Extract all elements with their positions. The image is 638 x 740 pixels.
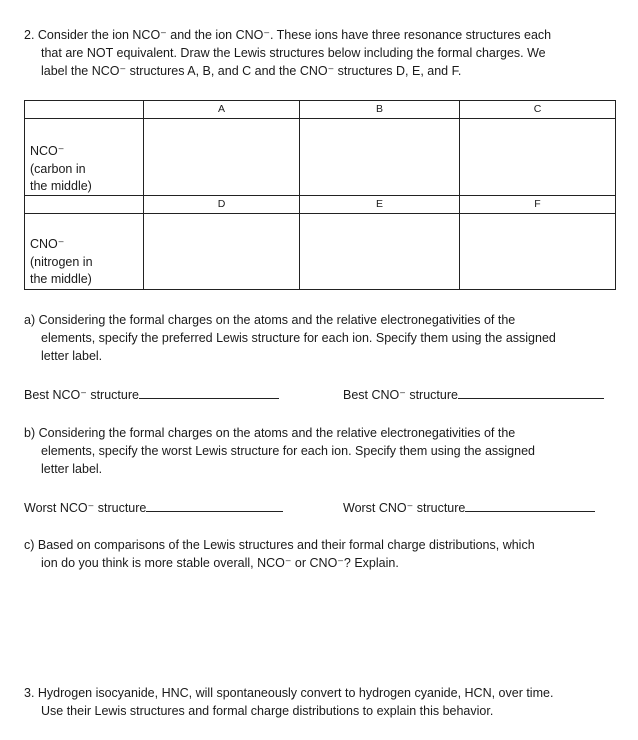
worst-nco-label: Worst NCO⁻ structure <box>24 501 147 515</box>
part-a-line-1: a) Considering the formal charges on the atoms and the relative electronegativities of the <box>24 313 516 327</box>
row1-header-divider <box>25 118 143 119</box>
part-a <box>24 311 556 365</box>
column-d <box>143 196 299 289</box>
header-a: A <box>144 101 299 119</box>
part-c-line-2: ion do you think is more stable overall, NCO⁻ or CNO⁻? Explain. <box>41 556 399 570</box>
header-b: B <box>300 101 459 119</box>
best-cno-blank[interactable] <box>458 386 604 399</box>
best-nco-blank[interactable] <box>139 386 279 399</box>
part-c <box>24 536 535 572</box>
row-label-nco-line-3: the middle) <box>30 179 92 193</box>
question-2-line-2: that are NOT equivalent. Draw the Lewis structures below including the formal charges. We <box>41 46 546 60</box>
question-3 <box>24 684 553 720</box>
column-c <box>459 101 615 195</box>
row2-header-divider <box>25 213 143 214</box>
row-label-nco-line-1: NCO⁻ <box>30 144 65 158</box>
row-label-nco <box>30 143 92 196</box>
best-nco-label: Best NCO⁻ structure <box>24 388 139 402</box>
table-row-nco <box>24 100 616 196</box>
question-3-line-1: 3. Hydrogen isocyanide, HNC, will spontaneously convert to hydrogen cyanide, HCN, over time. <box>24 686 554 700</box>
worst-nco-blank[interactable] <box>146 499 283 512</box>
row-label-nco-line-2: (carbon in <box>30 161 86 176</box>
part-b-line-3: letter label. <box>41 462 103 476</box>
part-a-line-3: letter label. <box>41 349 103 363</box>
part-b-line-2: elements, specify the worst Lewis structure for each ion. Specify them using the assigned <box>41 444 535 458</box>
header-d: D <box>144 196 299 214</box>
question-2-line-1: 2. Consider the ion NCO⁻ and the ion CNO⁻. These ions have three resonance structures each <box>24 28 552 42</box>
worst-nco-answer <box>24 499 283 517</box>
header-e: E <box>300 196 459 214</box>
row-label-cno-line-1: CNO⁻ <box>30 237 65 251</box>
part-a-line-2: elements, specify the preferred Lewis structure for each ion. Specify them using the assigned <box>41 331 556 345</box>
resonance-table <box>24 100 616 290</box>
best-nco-answer <box>24 386 279 404</box>
header-f: F <box>460 196 615 214</box>
question-2 <box>24 26 551 80</box>
part-c-line-1: c) Based on comparisons of the Lewis structures and their formal charge distributions, which <box>24 538 535 552</box>
column-b <box>299 101 459 195</box>
part-b <box>24 424 535 478</box>
best-cno-answer <box>343 386 604 404</box>
column-e <box>299 196 459 289</box>
header-c: C <box>460 101 615 119</box>
column-f <box>459 196 615 289</box>
row-label-cno <box>30 236 93 289</box>
question-2-line-3: label the NCO⁻ structures A, B, and C and the CNO⁻ structures D, E, and F. <box>41 64 462 78</box>
part-b-line-1: b) Considering the formal charges on the atoms and the relative electronegativities of the <box>24 426 516 440</box>
worst-cno-blank[interactable] <box>465 499 595 512</box>
table-row-cno <box>24 195 616 290</box>
column-a <box>143 101 299 195</box>
row-label-cno-line-3: the middle) <box>30 272 92 286</box>
best-cno-label: Best CNO⁻ structure <box>343 388 458 402</box>
question-3-line-2: Use their Lewis structures and formal charge distributions to explain this behavior. <box>41 704 494 718</box>
worst-cno-answer <box>343 499 595 517</box>
worst-cno-label: Worst CNO⁻ structure <box>343 501 466 515</box>
row-label-cno-line-2: (nitrogen in <box>30 254 93 269</box>
